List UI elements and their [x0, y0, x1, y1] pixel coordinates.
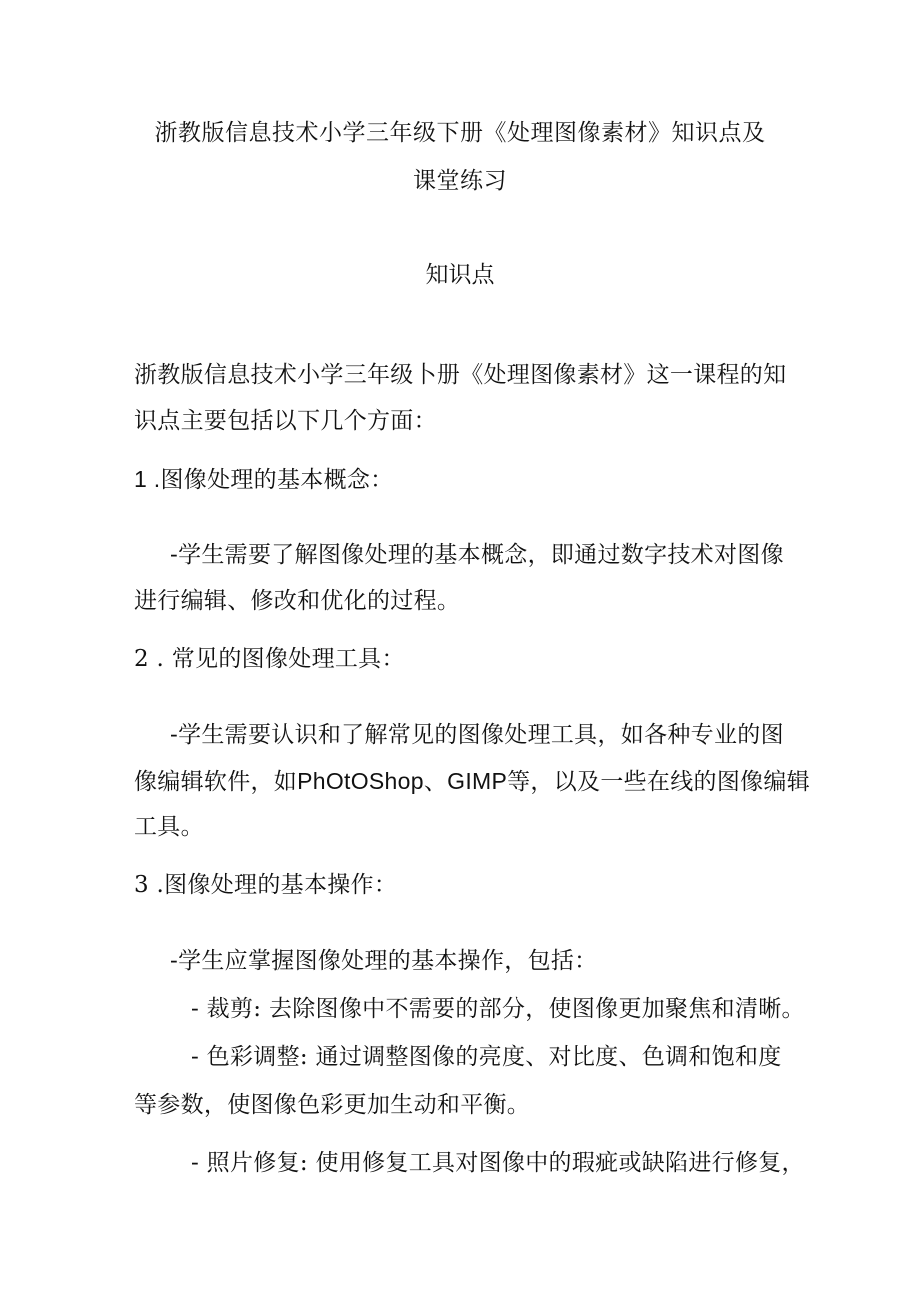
- document-title-line1: 浙教版信息技术小学三年级下册《处理图像素材》知识点及: [154, 120, 766, 146]
- item2-body-line-2-c: 、: [423, 769, 448, 795]
- item2-body-line-2-e: 等，以及一些在线的图像编辑: [507, 769, 811, 795]
- section-heading: 知识点: [425, 262, 495, 288]
- item2-body-line-1: -学生需要认识和了解常见的图像处理工具，如各种专业的图: [170, 722, 784, 748]
- item2-body-line-3: 工具。: [134, 814, 204, 840]
- operation-color-adjust-line-2: 等参数，使图像色彩更加生动和平衡。: [134, 1092, 531, 1118]
- item2-heading: 2 . 常见的图像处理工具：: [134, 646, 405, 672]
- item1-body-line-2: 进行编辑、修改和优化的过程。: [134, 588, 461, 614]
- item1-heading: [134, 456, 393, 503]
- software-name-gimp: GIMP: [447, 768, 508, 794]
- operation-crop: - 裁剪: 去除图像中不需要的部分，使图像更加聚焦和清晰。: [191, 996, 805, 1022]
- operation-color-adjust-line-1: - 色彩调整: 通过调整图像的亮度、对比度、色调和饱和度: [191, 1044, 782, 1070]
- item1-body-line-1: -学生需要了解图像处理的基本概念，即通过数字技术对图像: [170, 542, 784, 568]
- item2-body-line-2: [134, 758, 810, 805]
- operation-photo-repair-line-1: - 照片修复: 使用修复工具对图像中的瑕疵或缺陷进行修复，: [191, 1150, 805, 1176]
- software-name-photoshop: PhOtOShop: [297, 768, 424, 794]
- item1-heading-text: 1 .图像处理的基本概念：: [134, 466, 394, 492]
- item3-heading: 3 .图像处理的基本操作：: [134, 872, 398, 898]
- document-title-line2: 课堂练习: [413, 168, 507, 194]
- item3-body-line-1: -学生应掌握图像处理的基本操作，包括：: [170, 948, 598, 974]
- item2-body-line-2-a: 像编辑软件，如: [134, 769, 298, 795]
- intro-line-2: 识点主要包括以下几个方面：: [134, 408, 437, 434]
- intro-line-1: 浙教版信息技术小学三年级卜册《处理图像素材》这一课程的知: [134, 362, 787, 388]
